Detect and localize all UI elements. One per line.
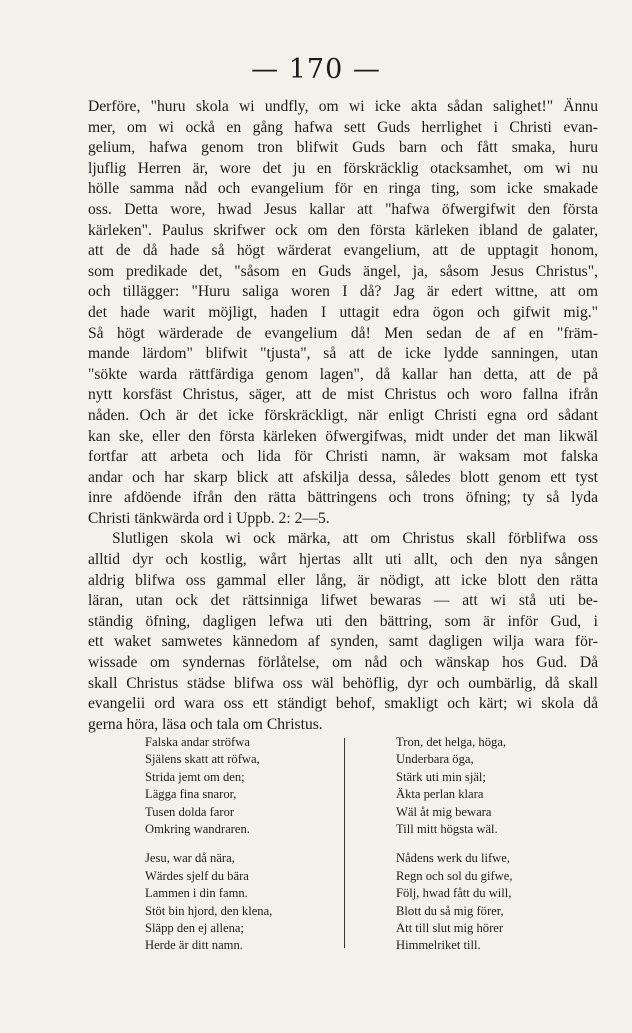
poem-stanza xyxy=(145,734,272,838)
text-line: som predikade det, "såsom en Guds ängel, ja, såsom Jesus Christus", xyxy=(88,262,598,280)
text-line: andar och har skarp blick att afskilja dessa, således blott genom ett tyst xyxy=(88,468,598,486)
text-line: aldrig blifwa oss gammal eller lång, är nödigt, att icke blott den rätta xyxy=(88,571,598,589)
poem-line: Släpp den ej allena; xyxy=(145,921,244,936)
poem-line: Underbara öga, xyxy=(396,752,474,767)
text-line: hölle samma nåd och evangelium för en ringa ting, som icke smakade xyxy=(88,180,598,198)
poem-line: Falska andar ströfwa xyxy=(145,735,250,749)
text-line: läran, utan ock det rättsinniga lifwet bewaras — att wi stå uti be- xyxy=(88,592,598,610)
text-line: kärleken". Paulus skrifwer ock om den första kärleken ibland de galater, xyxy=(88,221,598,239)
text-line: alltid dyr och kostlig, wårt hjertas allt uti allt, och den nya sången xyxy=(88,551,598,569)
paragraph xyxy=(88,529,598,735)
poem-line: Själens skatt att röfwa, xyxy=(145,752,260,767)
text-line: skall Christus städse blifwa oss wäl behöflig, dyr och oumbärlig, då skall xyxy=(88,674,598,692)
text-line: och tillägger: "Huru saliga woren I då? Jag är edert wittne, att om xyxy=(88,283,598,301)
text-line: att de då hade så högt wärderat evangelium, att de upptagit honom, xyxy=(88,242,598,260)
poem-line: Wäl åt mig bewara xyxy=(396,804,492,819)
poem-line: Stöt bin hjord, den klena, xyxy=(145,903,273,918)
poem-right-column xyxy=(396,734,512,967)
text-line: oss. Detta wore, hwad Jesus kallar att "hafwa öfwergifwit den första xyxy=(88,200,598,218)
poem-line: Regn och sol du gifwe, xyxy=(396,868,513,883)
page-number: — 170 — xyxy=(251,54,381,85)
text-line: Så högt wärderade de evangelium då! Men sedan de af en "främ- xyxy=(88,324,598,342)
poem-line: Följ, hwad fått du will, xyxy=(396,886,512,901)
text-line: ständig öfning, dagligen lefwa uti den bättring, som är inför Gud, i xyxy=(88,612,598,630)
body-text xyxy=(88,97,598,735)
text-line: ett waket samwetes kännedom af synden, samt dagligen wilja wara för- xyxy=(88,633,598,651)
poem-line: Tusen dolda faror xyxy=(145,804,235,819)
text-line: kan ske, eller den första kärleken öfwergifwas, midt under det man likwäl xyxy=(88,427,598,445)
poem-stanza xyxy=(396,734,512,838)
poem-stanza xyxy=(145,850,272,954)
poem xyxy=(0,734,632,954)
text-line: nytt korsfäst Christus, säger, att de mist Christus och woro fallna ifrån xyxy=(88,386,598,404)
poem-line: Stärk uti min själ; xyxy=(396,769,486,784)
text-line: mer, om wi ockå en gång hafwa sett Guds herrlighet i Christi evan- xyxy=(88,118,598,136)
text-line: "sökte warda rättfärdiga genom lagen", då kallar han detta, att de på xyxy=(88,365,598,383)
text-line: evangelii ord wara oss ett ständigt behof, smakligt och kärt; wi skola då xyxy=(88,695,598,713)
text-line: Derföre, "huru skola wi undfly, om wi icke akta sådan salighet!" Ännu xyxy=(88,98,598,115)
text-line: Slutligen skola wi ock märka, att om Christus skall förblifwa oss xyxy=(112,530,598,548)
poem-line: Himmelriket till. xyxy=(396,938,481,953)
poem-line: Omkring wandraren. xyxy=(145,822,250,837)
poem-line: Tron, det helga, höga, xyxy=(396,735,507,749)
poem-line: Nådens werk du lifwe, xyxy=(396,851,511,866)
poem-line: Äkta perlan klara xyxy=(396,787,484,802)
text-line: wissade om syndernas förlåtelse, om nåd och wänskap hos Gud. Då xyxy=(88,654,598,672)
text-line: nåden. Och är det icke förskräckligt, när enligt Christi egna ord sådant xyxy=(88,406,598,424)
text-line: gelium, hafwa genom tron blifwit Guds barn och fått smaka, huru xyxy=(88,139,598,157)
paragraph xyxy=(88,97,598,529)
text-line: det hade warit möjligt, haden I uttagit edra ögon och gifwit mig." xyxy=(88,303,598,321)
poem-line: Wärdes sjelf du bära xyxy=(145,868,249,883)
text-line: ljuflig Herren är, wore det ju en förskräcklig otacksamhet, om wi nu xyxy=(88,159,598,177)
poem-line: Till mitt högsta wäl. xyxy=(396,822,498,837)
text-line: fortfar att arbeta och lida för Christi namn, är waksam mot falska xyxy=(88,448,598,466)
text-line: mande lärdom" blifwit "tjusta", så att de icke lydde sanningen, utan xyxy=(88,345,598,363)
poem-line: Lägga fina snaror, xyxy=(145,787,237,802)
poem-line: Herde är ditt namn. xyxy=(145,938,243,953)
poem-line: Strida jemt om den; xyxy=(145,769,245,784)
text-line: Christi tänkwärda ord i Uppb. 2: 2—5. xyxy=(88,509,330,527)
poem-left-column xyxy=(145,734,272,967)
poem-line: Blott du så mig förer, xyxy=(396,903,504,918)
poem-line: Att till slut mig hörer xyxy=(396,921,504,936)
poem-line: Jesu, war då nära, xyxy=(145,851,235,866)
poem-line: Lammen i din famn. xyxy=(145,886,248,901)
poem-column-divider xyxy=(344,738,345,948)
text-line: inre afdöende ifrån den rätta bättringens och trons öfning; ty så lyda xyxy=(88,489,598,507)
poem-stanza xyxy=(396,850,512,954)
text-line: gerna höra, läsa och tala om Christus. xyxy=(88,715,323,733)
